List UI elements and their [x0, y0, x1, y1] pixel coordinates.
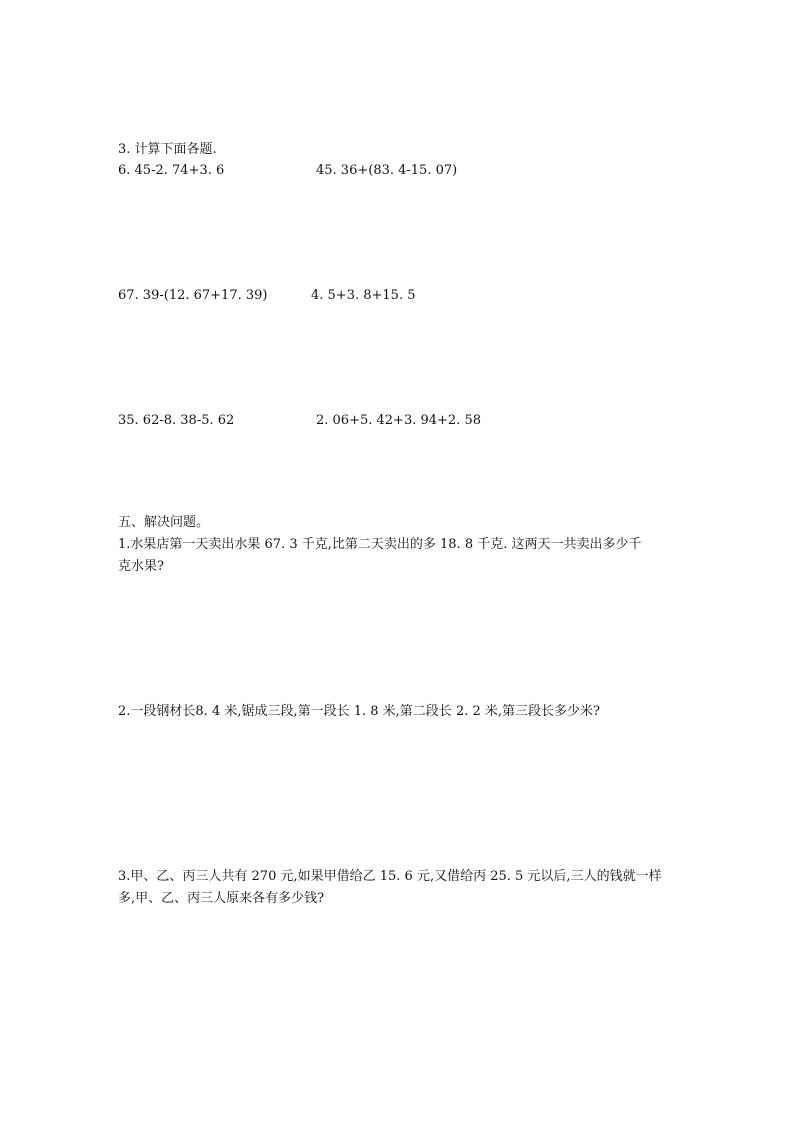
calc-problem-1: 6. 45-2. 74+3. 6: [118, 163, 225, 178]
section-3-heading: 3. 计算下面各题.: [118, 142, 217, 157]
word-problem-1-line-1: 1.水果店第一天卖出水果 67. 3 千克,比第二天卖出的多 18. 8 千克. 这两天一共卖出多少千: [118, 537, 642, 552]
calc-problem-5: 35. 62-8. 38-5. 62: [118, 413, 235, 428]
word-problem-2: 2.一段钢材长8. 4 米,锯成三段,第一段长 1. 8 米,第二段长 2. 2 米,第三段长多少米?: [118, 704, 600, 719]
calc-problem-2: 45. 36+(83. 4-15. 07): [316, 163, 458, 178]
calc-problem-3: 67. 39-(12. 67+17. 39): [118, 288, 268, 303]
word-problem-1-line-2: 克水果?: [118, 559, 164, 574]
word-problem-3-line-1: 3.甲、乙、丙三人共有 270 元,如果甲借给乙 15. 6 元,又借给丙 25. 5 元以后,三人的钱就一样: [118, 869, 662, 884]
calc-problem-4: 4. 5+3. 8+15. 5: [311, 288, 416, 303]
word-problem-3-line-2: 多,甲、乙、丙三人原来各有多少钱?: [118, 891, 325, 906]
section-5-heading: 五、解决问题。: [118, 515, 210, 530]
calc-problem-6: 2. 06+5. 42+3. 94+2. 58: [316, 413, 481, 428]
